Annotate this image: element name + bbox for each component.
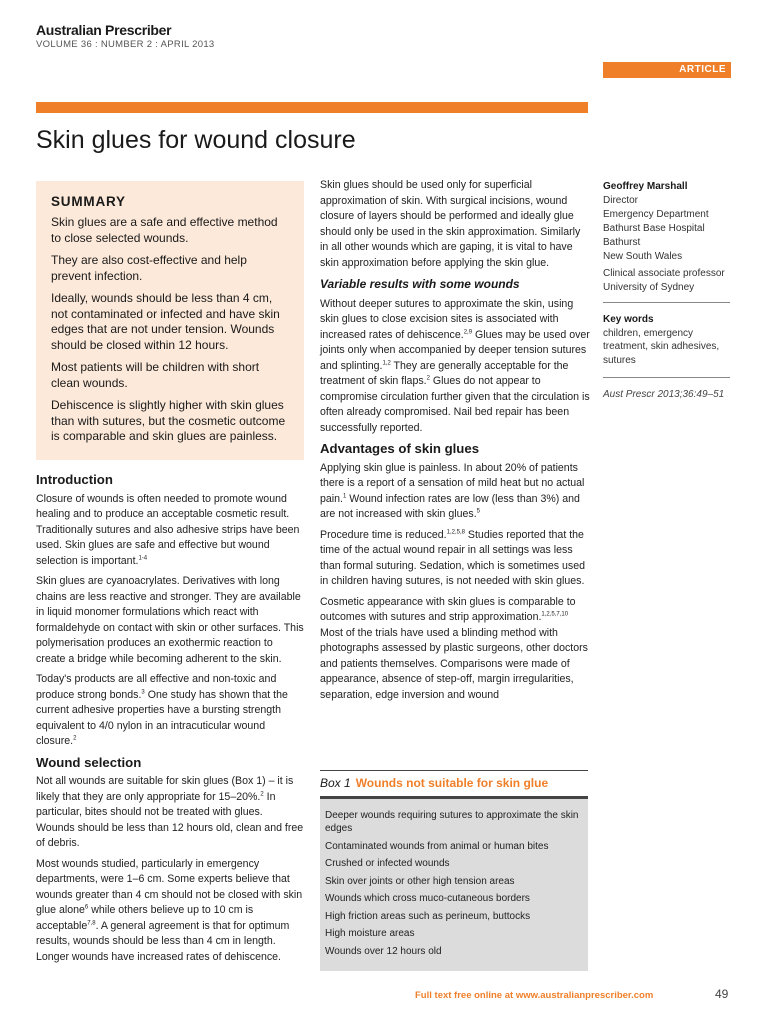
reference-marker: 2 <box>73 735 77 742</box>
introduction-heading: Introduction <box>36 472 113 487</box>
reference-marker: 3 <box>141 688 145 695</box>
summary-paragraph: Most patients will be children with short clean wounds. <box>51 360 260 390</box>
footer-website-link[interactable]: Full text free online at www.australianprescriber.com <box>415 990 654 1001</box>
reference-marker: 1 <box>342 492 347 499</box>
volume-info: VOLUME 36 : NUMBER 2 : APRIL 2013 <box>36 39 215 50</box>
body-text: . A general agreement is that for optimum results, wounds should be less than 4 cm in length. Longer wounds have increased rates of dehiscence. <box>36 919 290 963</box>
body-text: while others believe up to 10 cm is acceptable <box>36 904 254 932</box>
body-text: Wound infection rates are low (less than 3%) and are not increased with skin glues. <box>320 492 580 520</box>
body-paragraph <box>36 492 304 570</box>
keywords-text: children, emergency treatment, skin adhesives, sutures <box>603 327 720 366</box>
author-role: Clinical associate professor <box>603 268 725 279</box>
body-text: Studies reported that the time of the actual wound repair in all settings was less than formal suturing. Sedation, which is sometimes used in children having sutures, is not needed with skin glues. <box>320 528 585 587</box>
reference-marker: 2 <box>260 790 264 797</box>
journal-brand <box>36 22 215 38</box>
body-text: Without deeper sutures to approximate the skin, using skin glues to close excision sites is associated with increased rates of dehiscence. <box>320 297 574 341</box>
author-affiliation-line: Director <box>603 195 639 206</box>
box-header <box>320 770 588 796</box>
body-paragraph <box>36 857 304 966</box>
body-text: Glues may be used over joints only when accompanied by deeper tension sutures and splinting. <box>320 328 590 372</box>
box-1 <box>320 770 588 971</box>
reference-marker: 1,2 <box>382 359 391 366</box>
body-paragraph: Skin glues should be used only for superficial approximation of skin. With surgical incisions, wound closure of layers should be performed and ideally glue should only be used in the skin approximation. Similarly in all other wounds which are gaping, it is vital to have skin approximation before applying the skin glue. <box>320 179 581 269</box>
body-text: Glues do not appear to compromise circulation further given that the circulation is often already compromised. Nail bed repair has been successfully reported. <box>320 375 590 434</box>
reference-marker: 2 <box>426 375 430 382</box>
author-name: Geoffrey Marshall <box>603 181 688 192</box>
author-affiliation-line: Bathurst <box>603 237 641 248</box>
masthead <box>36 22 215 50</box>
summary-heading: SUMMARY <box>51 194 126 209</box>
body-text: One study has shown that the current adhesive properties have a bursting strength equivalent to 4/0 nylon in an intracuticular wound closure. <box>36 688 288 747</box>
box-title: Wounds not suitable for skin glue <box>355 776 549 790</box>
keywords-block <box>603 313 730 367</box>
summary-paragraph: Dehiscence is slightly higher with skin glues than with sutures, but the cosmetic outcome is comparable and skin glues are painless. <box>51 398 286 443</box>
box-item: Wounds which cross muco-cutaneous borders <box>325 893 530 904</box>
body-text: Closure of wounds is often needed to promote wound healing and to produce an acceptable cosmetic result. Traditionally sutures and also adhesive strips have been used. Skin glues are safe and effective but wound selection is important. <box>36 492 300 567</box>
box-item: Wounds over 12 hours old <box>325 945 442 957</box>
author-affiliation-line: New South Wales <box>603 251 683 262</box>
author-info <box>603 180 730 295</box>
reference-marker: 2,9 <box>463 328 473 335</box>
keywords-heading: Key words <box>603 314 654 325</box>
sidebar-divider <box>603 302 730 303</box>
reference-marker: 1,2,5,7,10 <box>541 611 569 618</box>
summary-paragraph: They are also cost-effective and help prevent infection. <box>51 253 247 283</box>
body-text: Cosmetic appearance with skin glues is comparable to outcomes with sutures and strip approximation. <box>320 595 576 623</box>
body-text: Most of the trials have used a blinding method with photographs assessed by plastic surgeons, other doctors and patients themselves. Comparisons were made of appearance, absence of step-off, margin irregularities, separation, edge inversion and wound <box>320 626 588 701</box>
summary-box <box>36 181 304 460</box>
summary-paragraph: Skin glues are a safe and effective method to close selected wounds. <box>51 215 278 245</box>
reference-marker: 5 <box>476 508 480 515</box>
box-item: Contaminated wounds from animal or human bites <box>325 840 549 852</box>
summary-paragraph: Ideally, wounds should be less than 4 cm, not contaminated or infected and have skin edges that are not under tension. Wounds should be closed within 12 hours. <box>51 291 280 352</box>
author-affiliation-line: Emergency Department <box>603 209 709 220</box>
advantages-heading: Advantages of skin glues <box>320 441 480 456</box>
body-text: Procedure time is reduced. <box>320 528 447 541</box>
reference-marker: 7,8 <box>87 919 96 926</box>
box-item: High friction areas such as perineum, buttocks <box>325 910 531 922</box>
body-paragraph <box>36 672 304 750</box>
body-text: Not all wounds are suitable for skin glues (Box 1) – it is likely that they are only appropriate for 15–20%. <box>36 775 294 803</box>
body-text: In particular, bites should not be treated with glues. Wounds should be less than 12 hours old, clean and free of debris. <box>36 790 304 849</box>
body-text: Most wounds studied, particularly in emergency departments, were 1–6 cm. Some experts believe that wounds greater than 4 cm should not be closed with skin glue alone <box>36 857 303 916</box>
body-text: Applying skin glue is painless. In about 20% of patients there is a report of a sensation of mild heat but no actual pain. <box>320 461 585 505</box>
sidebar-divider <box>603 377 730 378</box>
box-body <box>320 796 588 971</box>
journal-logo-text: Australian Prescriber <box>36 22 172 38</box>
body-paragraph <box>320 461 590 523</box>
citation: Aust Prescr 2013;36:49–51 <box>603 389 725 400</box>
author-affiliation-line: Bathurst Base Hospital <box>603 223 705 234</box>
body-paragraph <box>320 595 590 704</box>
box-item: Crushed or infected wounds <box>325 858 450 869</box>
reference-marker: 6 <box>84 904 89 911</box>
middle-column <box>320 178 590 708</box>
box-item: Deeper wounds requiring sutures to approximate the skin edges <box>325 810 579 834</box>
body-text: Today's products are all effective and non-toxic and produce strong bonds. <box>36 673 277 701</box>
reference-marker: 1,2,5,8 <box>446 528 465 535</box>
body-paragraph <box>36 774 304 852</box>
title-accent-bar <box>36 102 588 113</box>
body-paragraph <box>320 528 590 590</box>
reference-marker: 1-4 <box>138 554 148 561</box>
variable-results-heading: Variable results with some wounds <box>320 277 520 291</box>
body-paragraph: Skin glues are cyanoacrylates. Derivatives with long chains are less reactive and stronger. They are available in liquid monomer formulations which react with formaldehyde on contact with skin or other surfaces. This polymerisation produces an exothermic reaction to create a bridge while becoming adherent to the skin. <box>36 575 304 665</box>
wound-selection-heading: Wound selection <box>36 754 142 770</box>
page-number: 49 <box>715 987 729 1001</box>
article-title: Skin glues for wound closure <box>36 126 356 154</box>
left-column <box>36 468 304 970</box>
article-tag: ARTICLE <box>603 62 731 78</box>
box-item: High moisture areas <box>325 928 415 939</box>
box-item: Skin over joints or other high tension areas <box>325 875 515 887</box>
body-paragraph <box>320 297 590 437</box>
author-university: University of Sydney <box>603 282 695 293</box>
body-text: They are generally acceptable for the treatment of skin flaps. <box>320 359 569 387</box>
box-label: Box 1 <box>320 776 351 790</box>
